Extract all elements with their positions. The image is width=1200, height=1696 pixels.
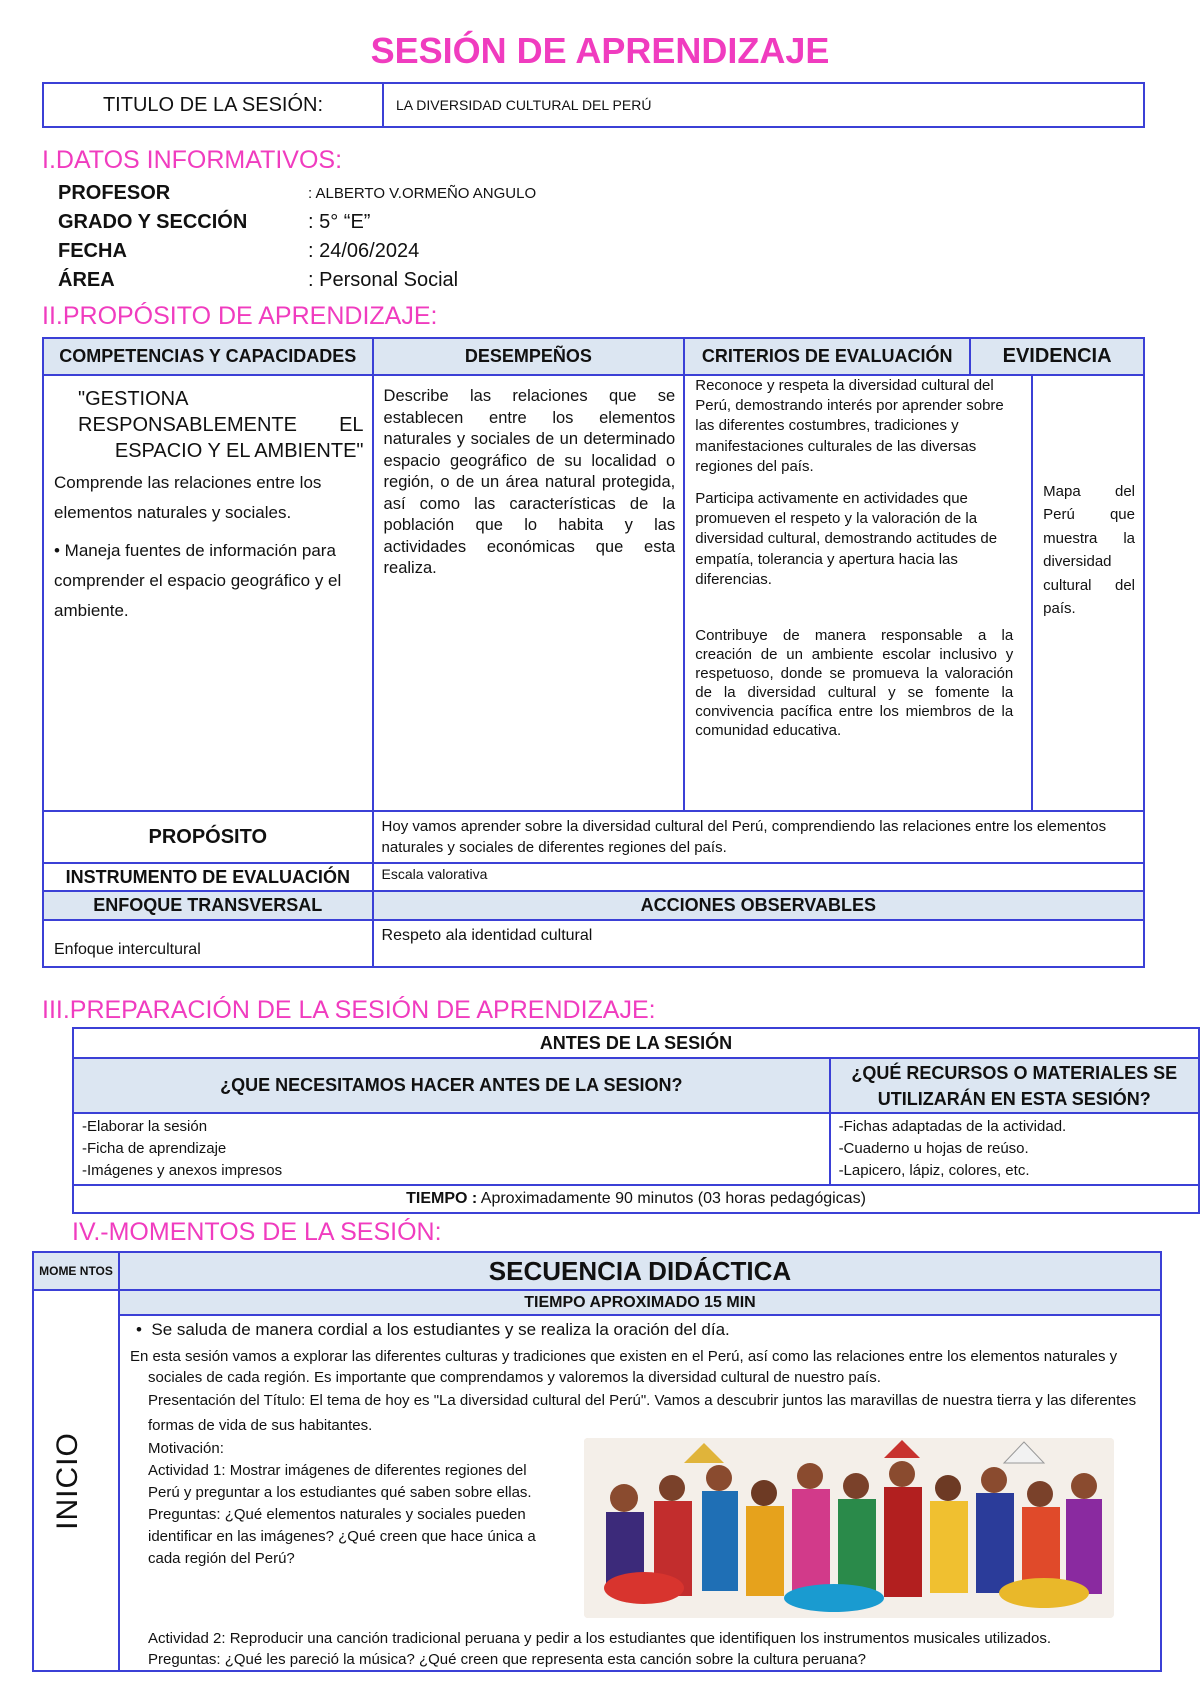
prep-tiempo (73, 1185, 1199, 1213)
info-key: GRADO Y SECCIÓN (58, 211, 248, 233)
capacidad-2: • Maneja fuentes de información para comprender el espacio geográfico y el ambiente. (54, 541, 342, 620)
acciones-text: Respeto ala identidad cultural (373, 920, 1144, 967)
dancers-illustration (584, 1438, 1114, 1618)
stage-inicio: INICIO (51, 1431, 84, 1530)
tiempo-label: TIEMPO : (406, 1190, 478, 1207)
list-item: -Fichas adaptadas de la actividad. (838, 1118, 1067, 1135)
cell-evidencia (1032, 375, 1144, 811)
session-title-row (42, 82, 1145, 128)
criterio-3: Contribuye de manera responsable a la creación de un ambiente escolar inclusivo y respetuoso, donde se promueva la valoración de la diversidad cultural y se fomente la convivencia pacífica entre los miembros de la comunidad educativa. (695, 627, 1014, 740)
tiempo-value: Aproximadamente 90 minutos (03 horas pedagógicas) (477, 1190, 866, 1207)
bullet-dot-icon: • (136, 1320, 152, 1339)
capacidad-1: Comprende las relaciones entre los elementos naturales y sociales. (54, 473, 322, 522)
prep-col2-list (830, 1113, 1199, 1185)
session-title-value: LA DIVERSIDAD CULTURAL DEL PERÚ (396, 97, 652, 113)
title-presentation: Presentación del Título: El tema de hoy es "La diversidad cultural del Perú". Vamos a descubrir juntos las maravillas de nuestra tierra y las diferentes formas de vida de sus habitantes. (148, 1392, 1137, 1434)
cell-desempenos (373, 375, 685, 811)
page-title: SESIÓN DE APRENDIZAJE (370, 30, 830, 71)
section-preparacion: III.PREPARACIÓN DE LA SESIÓN DE APRENDIZAJE: (42, 996, 656, 1024)
criterio-2: Participa activamente en actividades que promueven el respeto y la valoración de la diversidad cultural, demostrando actitudes de empatía, tolerancia y apertura hacia las diferencias. (695, 490, 998, 588)
info-key: FECHA (58, 240, 127, 262)
intro-paragraph (130, 1346, 1150, 1438)
list-item: -Ficha de aprendizaje (82, 1140, 227, 1157)
questions-2: Preguntas: ¿Qué les pareció la música? ¿Qué creen que representa esta canción sobre la cultura peruana? (148, 1651, 866, 1668)
info-value: : 5° “E” (308, 211, 371, 233)
enfoque-text: Enfoque intercultural (43, 920, 373, 967)
proposito-text: Hoy vamos aprender sobre la diversidad cultural del Perú, comprendiendo las relaciones entre los elementos naturales y sociales de diferentes regiones del país. (373, 811, 1144, 863)
prep-header: ANTES DE LA SESIÓN (73, 1028, 1199, 1058)
prep-col1-list (73, 1113, 830, 1185)
session-title-label: TITULO DE LA SESIÓN: (44, 84, 384, 126)
motivation-text (130, 1438, 550, 1618)
info-row-profesor (58, 182, 536, 205)
cell-competencias (43, 375, 373, 811)
questions-1: Preguntas: ¿Qué elementos naturales y sociales pueden identificar en las imágenes? ¿Qué creen que hace única a cada región del Perú? (148, 1506, 536, 1567)
stage-inicio-cell (33, 1290, 119, 1671)
header-competencias: COMPETENCIAS Y CAPACIDADES (43, 338, 373, 375)
info-value: : Personal Social (308, 269, 459, 291)
bullet-item (130, 1320, 1150, 1340)
info-key: PROFESOR (58, 182, 171, 204)
list-item: -Cuaderno u hojas de reúso. (838, 1140, 1029, 1157)
section-proposito: II.PROPÓSITO DE APRENDIZAJE: (42, 302, 438, 330)
prep-table (72, 1027, 1200, 1214)
competencia-title: "GESTIONA RESPONSABLEMENTE EL ESPACIO Y EL AMBIENTE" (78, 388, 364, 462)
enfoque-header: ENFOQUE TRANSVERSAL (43, 891, 373, 920)
activity-2: Actividad 2: Reproducir una canción tradicional peruana y pedir a los estudiantes que identifiquen los instrumentos musicales utilizados. (148, 1630, 1052, 1647)
info-row-fecha (58, 240, 419, 263)
secuencia-title: SECUENCIA DIDÁCTICA (119, 1252, 1161, 1290)
purpose-table (42, 337, 1145, 968)
info-value: : 24/06/2024 (308, 240, 420, 262)
activity-1: Actividad 1: Mostrar imágenes de diferentes regiones del Perú y preguntar a los estudiantes qué saben sobre ellas. (148, 1462, 532, 1501)
info-row-grado (58, 211, 370, 234)
info-value: : ALBERTO V.ORMEÑO ANGULO (308, 185, 537, 202)
section-datos: I.DATOS INFORMATIVOS: (42, 146, 343, 174)
motivation-block (130, 1438, 1150, 1618)
info-row-area (58, 269, 458, 292)
list-item: -Elaborar la sesión (82, 1118, 208, 1135)
intro-text: En esta sesión vamos a explorar las diferentes culturas y tradiciones que existen en el Perú, así como las relaciones entre los elementos naturales y sociales de cada región. Es importante que comprendamos y valoremos la diversidad cultural de nuestro país. (130, 1348, 1118, 1386)
header-criterios: CRITERIOS DE EVALUACIÓN (684, 338, 970, 375)
list-item: -Lapicero, lápiz, colores, etc. (838, 1162, 1030, 1179)
moments-time: TIEMPO APROXIMADO 15 MIN (119, 1290, 1161, 1315)
instrumento-text: Escala valorativa (373, 863, 1144, 891)
section-momentos: IV.-MOMENTOS DE LA SESIÓN: (72, 1218, 442, 1246)
peruvian-dancers-image (584, 1438, 1114, 1618)
info-key: ÁREA (58, 269, 115, 291)
acciones-header: ACCIONES OBSERVABLES (373, 891, 1144, 920)
moments-table (32, 1251, 1162, 1672)
bullet-text: Se saluda de manera cordial a los estudiantes y se realiza la oración del día. (151, 1320, 730, 1339)
prep-col2-header: ¿QUÉ RECURSOS O MATERIALES SE UTILIZARÁN EN ESTA SESIÓN? (830, 1058, 1199, 1113)
prep-col1-header: ¿QUE NECESITAMOS HACER ANTES DE LA SESION? (73, 1058, 830, 1113)
evidencia-text: Mapa del Perú que muestra la diversidad cultural del país. (1043, 483, 1135, 618)
header-desempenos: DESEMPEÑOS (373, 338, 685, 375)
list-item: -Imágenes y anexos impresos (82, 1162, 283, 1179)
instrumento-label: INSTRUMENTO DE EVALUACIÓN (43, 863, 373, 891)
header-evidencia: EVIDENCIA (970, 338, 1144, 375)
proposito-label: PROPÓSITO (43, 811, 373, 863)
moments-col-header: MOME NTOS (33, 1252, 119, 1290)
activity-2-block (130, 1628, 1150, 1670)
motivation-label: Motivación: (148, 1440, 224, 1457)
inicio-content (119, 1315, 1161, 1671)
criterio-1: Reconoce y respeta la diversidad cultural del Perú, demostrando interés por aprender sobre las diferentes costumbres, tradiciones y manifestaciones culturales de las diversas regiones del país. (695, 377, 1004, 475)
cell-criterios (684, 375, 1032, 811)
desempeno-text: Describe las relaciones que se establecen entre los elementos naturales y sociales de un determinado espacio geográfico de su localidad o región, o de un área natural protegida, así como las características de la población que lo habita y las actividades económicas que esta realiza. (383, 387, 676, 577)
